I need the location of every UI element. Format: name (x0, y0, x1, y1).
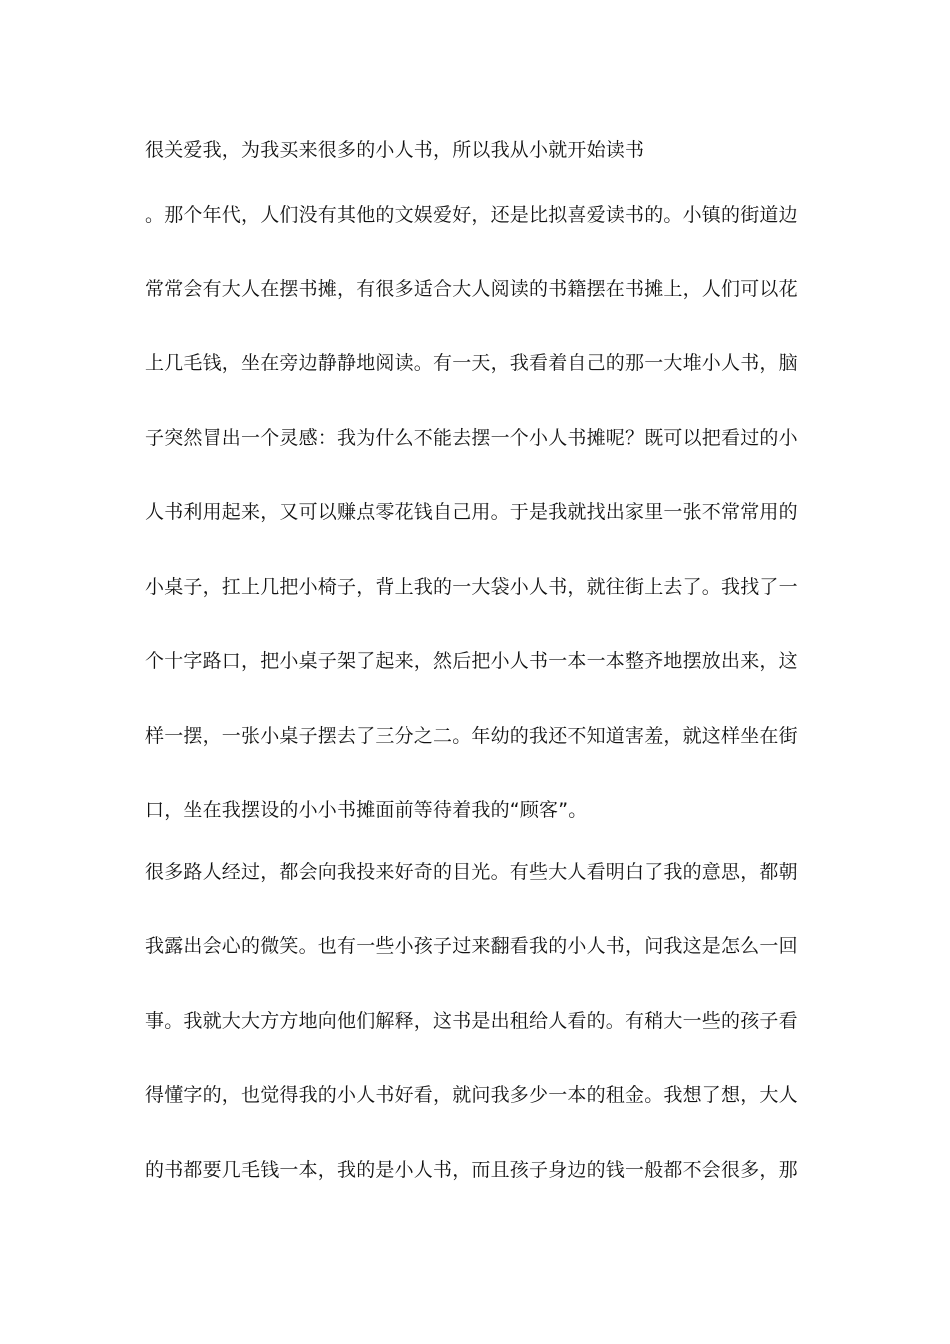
text-line: 。那个年代，人们没有其他的文娱爱好，还是比拟喜爱读书的。小镇的街道边 (145, 204, 798, 226)
text-line: 小桌子，扛上几把小椅子，背上我的一大袋小人书，就往街上去了。我找了一 (145, 576, 798, 598)
text-line: 的书都要几毛钱一本，我的是小人书，而且孩子身边的钱一般都不会很多，那 (145, 1159, 798, 1181)
text-line: 上几毛钱，坐在旁边静静地阅读。有一天，我看着自己的那一大堆小人书，脑 (145, 352, 798, 374)
text-line: 子突然冒出一个灵感：我为什么不能去摆一个小人书摊呢？既可以把看过的小 (145, 427, 798, 449)
text-line: 事。我就大大方方地向他们解释，这书是出租给人看的。有稍大一些的孩子看 (145, 1010, 798, 1032)
text-line: 人书利用起来，又可以赚点零花钱自己用。于是我就找出家里一张不常常用的 (145, 501, 798, 523)
text-line: 很关爱我，为我买来很多的小人书，所以我从小就开始读书 (145, 139, 645, 161)
text-line: 很多路人经过，都会向我投来好奇的目光。有些大人看明白了我的意思，都朝 (145, 861, 798, 883)
text-line: 我露出会心的微笑。也有一些小孩子过来翻看我的小人书，问我这是怎么一回 (145, 935, 798, 957)
text-line: 常常会有大人在摆书摊，有很多适合大人阅读的书籍摆在书摊上，人们可以花 (145, 278, 798, 300)
text-line: 口，坐在我摆设的小小书摊面前等待着我的“顾客”。 (145, 799, 588, 821)
text-line: 个十字路口，把小桌子架了起来，然后把小人书一本一本整齐地摆放出来，这 (145, 650, 798, 672)
text-line: 得懂字的，也觉得我的小人书好看，就问我多少一本的租金。我想了想，大人 (145, 1084, 798, 1106)
text-line: 样一摆，一张小桌子摆去了三分之二。年幼的我还不知道害羞，就这样坐在街 (145, 725, 798, 747)
